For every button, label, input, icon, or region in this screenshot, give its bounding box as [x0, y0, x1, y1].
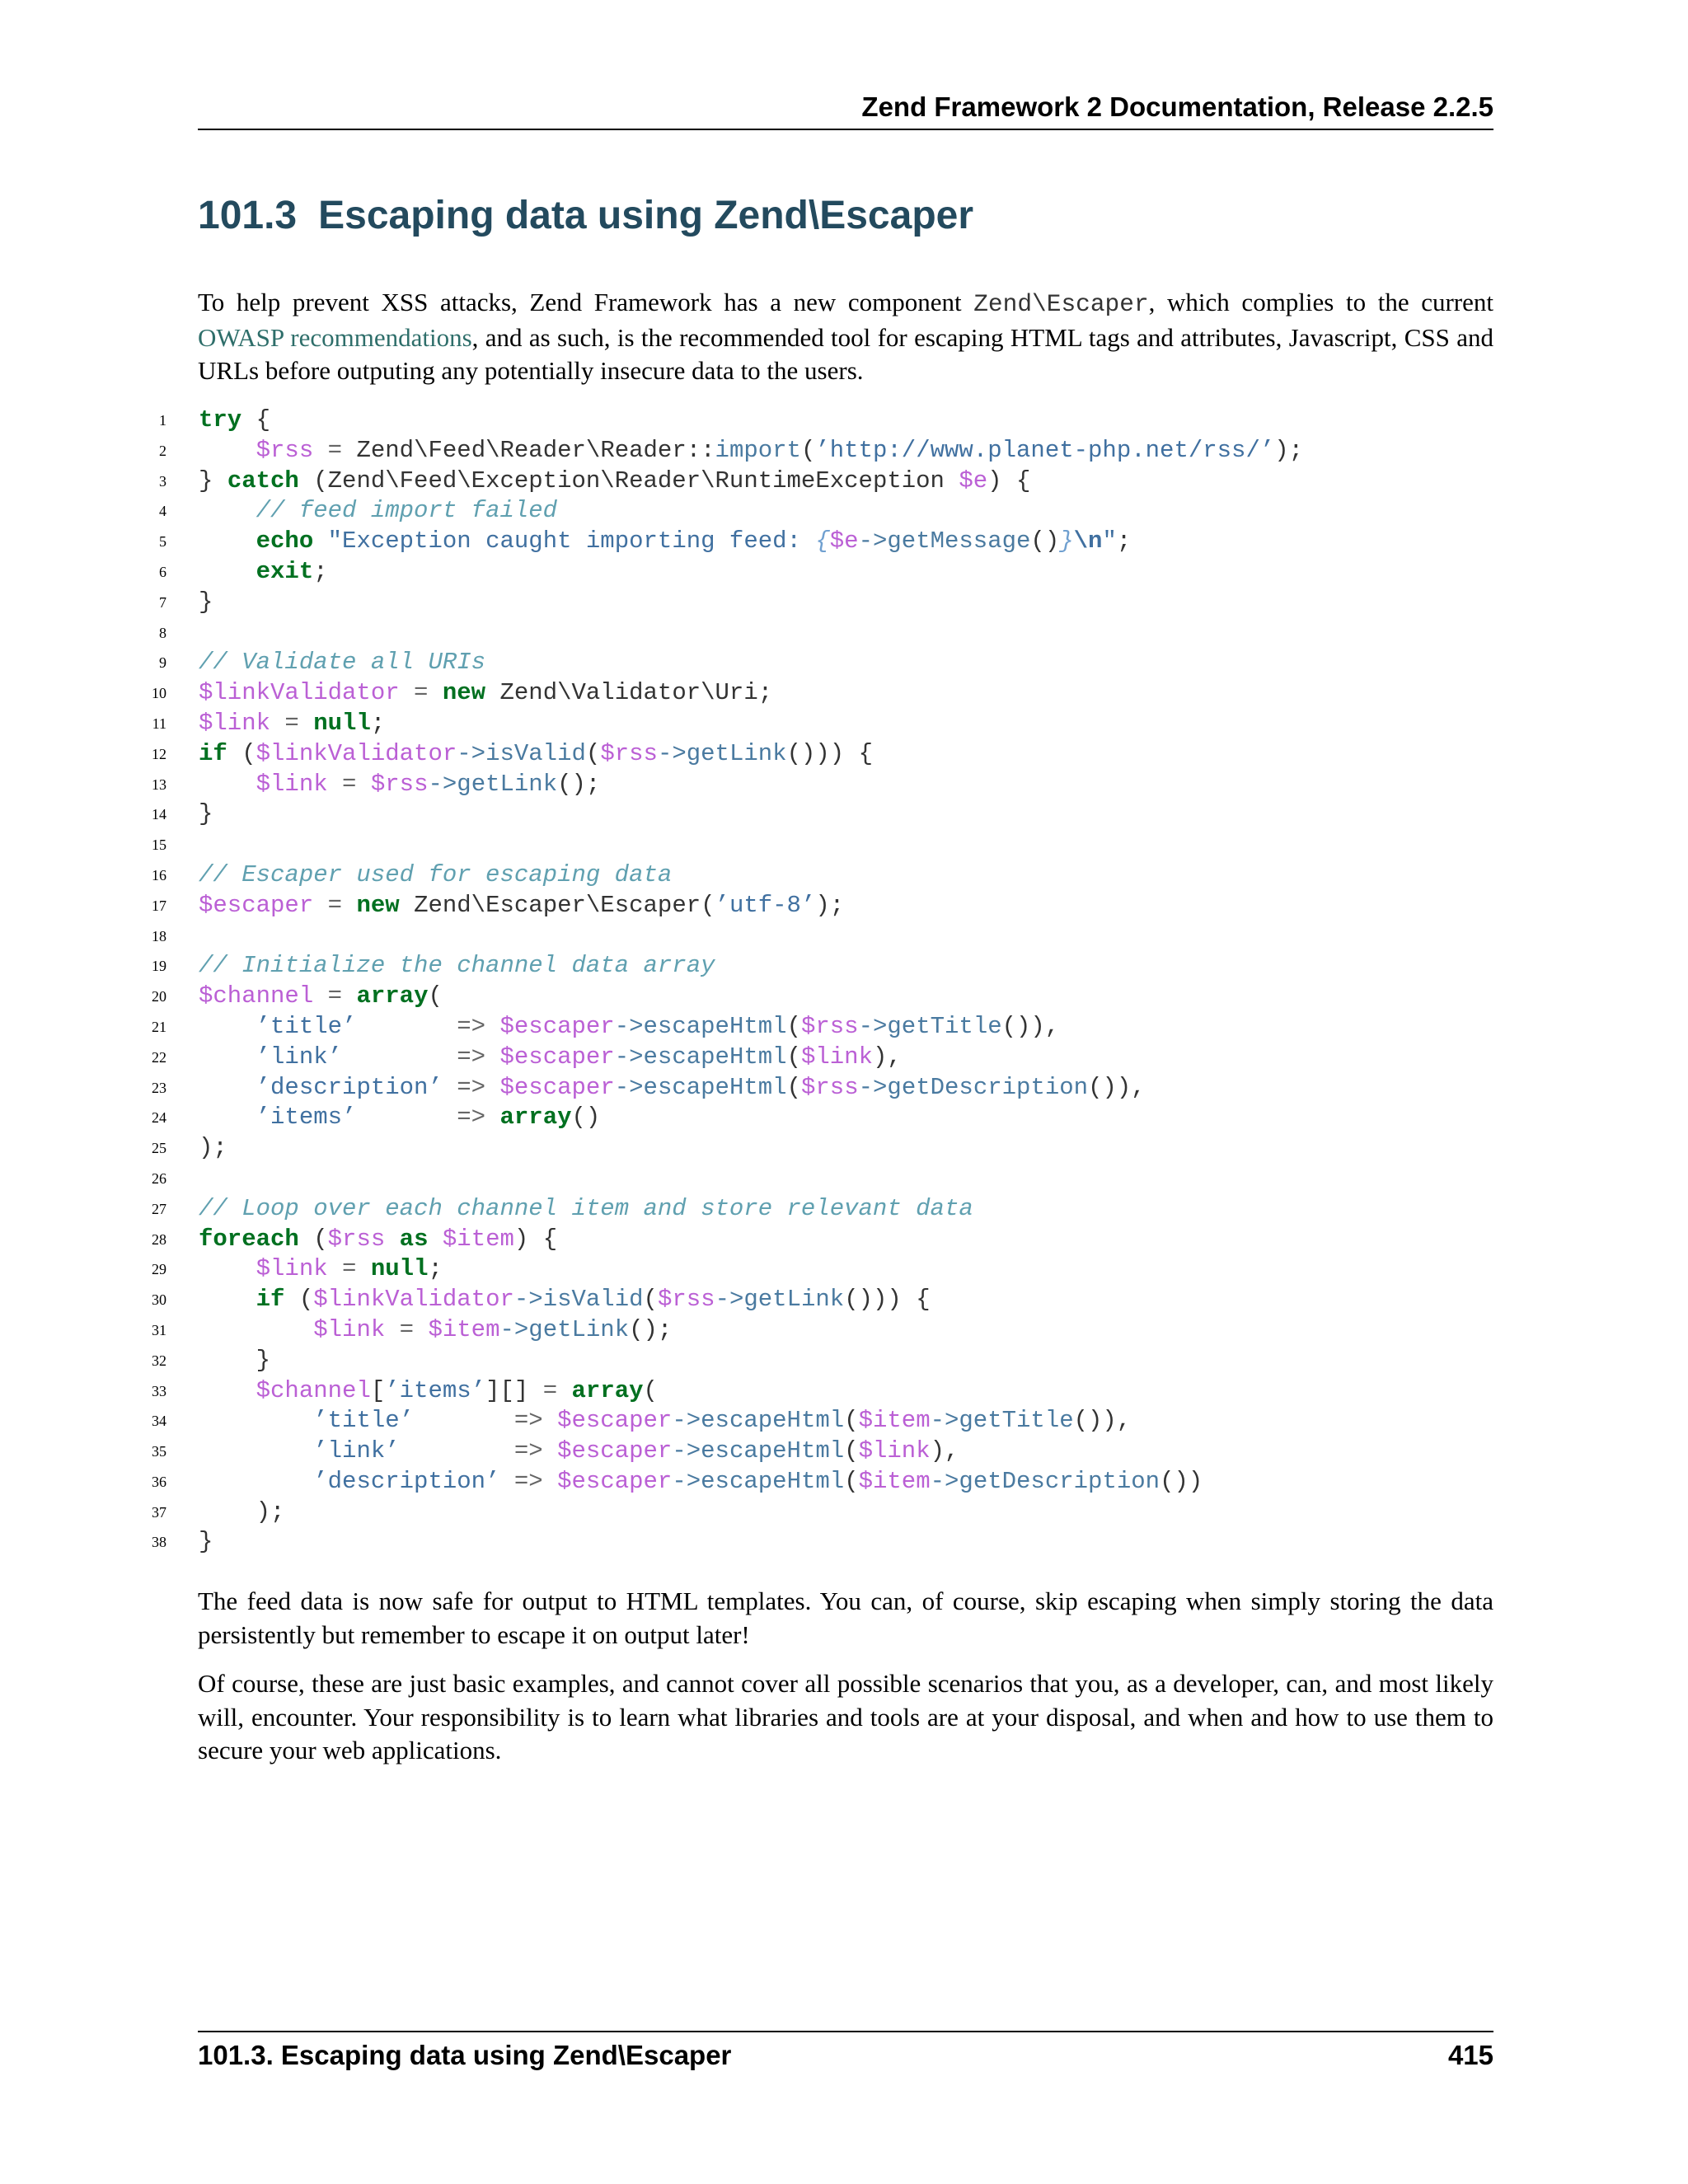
code-text: [199, 891, 844, 921]
line-number: 30: [152, 1291, 166, 1309]
code-text: [199, 1254, 443, 1285]
line-number: 17: [152, 897, 166, 914]
code-text: [199, 1376, 658, 1407]
code-line: [115, 1406, 1493, 1436]
code-token: ())) {: [844, 1286, 931, 1314]
code-token: $escaper: [557, 1407, 673, 1435]
line-number: 29: [152, 1261, 166, 1278]
code-line: [115, 678, 1493, 709]
code-token: foreach: [199, 1225, 299, 1253]
code-token: =: [270, 709, 314, 737]
code-token: $escaper: [557, 1467, 673, 1495]
line-number: 5: [159, 533, 166, 551]
line-number: 1: [159, 412, 166, 429]
code-token: ())) {: [786, 739, 873, 767]
code-line: [115, 1103, 1493, 1133]
intro-paragraph: [198, 286, 1493, 388]
code-line: [115, 405, 1493, 436]
line-number: 25: [152, 1140, 166, 1157]
code-token: $rss: [370, 770, 429, 798]
code-token: ->getLink: [715, 1286, 845, 1314]
code-line: [115, 1497, 1493, 1528]
line-number: 4: [159, 503, 166, 520]
code-token: (: [643, 1286, 658, 1314]
code-text: [199, 527, 1131, 557]
line-number: 11: [152, 715, 166, 732]
code-text: [199, 436, 1303, 466]
line-number: 24: [152, 1109, 166, 1127]
code-token: ->getTitle: [858, 1012, 1002, 1040]
code-token: ;: [313, 557, 328, 585]
line-number: 26: [152, 1169, 166, 1187]
code-text: [199, 496, 557, 527]
code-token: as: [399, 1225, 429, 1253]
code-text: [199, 982, 443, 1012]
line-number: 6: [159, 563, 166, 580]
code-token: (: [284, 1286, 314, 1314]
code-token: ’link’: [256, 1043, 343, 1071]
code-token: $link: [313, 1315, 386, 1343]
code-line: [115, 1436, 1493, 1467]
code-token: (: [844, 1437, 859, 1465]
code-text: [199, 588, 213, 618]
line-number: 34: [152, 1413, 166, 1430]
code-text: [199, 405, 270, 436]
inline-code-component: Zend\Escaper: [973, 290, 1149, 318]
code-token: $item: [442, 1225, 514, 1253]
code-token: (: [844, 1407, 859, 1435]
code-token: ’description’: [256, 1073, 443, 1101]
line-number: 19: [152, 958, 166, 975]
code-token: =>: [342, 1043, 500, 1071]
code-token: ’title’: [256, 1012, 357, 1040]
code-line: [115, 618, 1493, 649]
code-token: (: [786, 1043, 801, 1071]
code-text: [199, 1315, 672, 1346]
code-token: $escaper: [499, 1012, 615, 1040]
code-token: (: [643, 1376, 658, 1404]
code-line: [115, 557, 1493, 588]
code-token: [199, 527, 256, 555]
code-token: (: [428, 982, 443, 1010]
code-line: [115, 1073, 1493, 1104]
code-token: [199, 1043, 256, 1071]
code-text: [199, 1467, 1203, 1497]
code-token: ();: [557, 770, 601, 798]
code-token: ][]: [485, 1376, 529, 1404]
code-token: import: [715, 436, 801, 464]
code-token: $linkValidator: [199, 679, 400, 707]
code-token: [199, 1407, 313, 1434]
code-token: [199, 1468, 313, 1495]
code-token: ->escapeHtml: [672, 1437, 845, 1465]
line-number: 20: [152, 988, 166, 1005]
code-line: [115, 588, 1493, 618]
code-token: [199, 1316, 313, 1343]
code-token: ->getLink: [428, 770, 558, 798]
code-line: [115, 1012, 1493, 1043]
code-line: [115, 1133, 1493, 1164]
code-token: new: [442, 679, 486, 707]
code-token: [199, 437, 256, 464]
code-line: [115, 436, 1493, 466]
code-token: (: [227, 739, 256, 767]
code-token: (: [844, 1467, 859, 1495]
code-token: ->getDescription: [930, 1467, 1160, 1495]
code-text: [199, 770, 600, 800]
code-token: ->escapeHtml: [672, 1407, 845, 1435]
code-line: [115, 982, 1493, 1012]
code-line: [115, 648, 1493, 678]
code-token: =: [399, 679, 443, 707]
code-text: [199, 557, 328, 588]
code-token: $link: [199, 709, 271, 737]
line-number: 14: [152, 806, 166, 823]
code-token: null: [313, 709, 371, 737]
code-token: Zend\Feed\Reader\Reader::: [356, 436, 715, 464]
code-token: (: [786, 1012, 801, 1040]
code-token: ’title’: [313, 1407, 415, 1435]
line-number: 15: [152, 837, 166, 854]
running-header: [198, 91, 1493, 130]
code-token: ->escapeHtml: [614, 1012, 787, 1040]
intro-text-2: , which complies to the current: [1148, 288, 1493, 316]
code-token: $channel: [256, 1376, 371, 1404]
code-token: =: [327, 770, 371, 798]
code-token: null: [370, 1255, 429, 1283]
code-token: $e: [959, 466, 988, 494]
code-token: ()),: [1001, 1012, 1060, 1040]
code-line: [115, 527, 1493, 557]
code-line: [115, 799, 1493, 830]
code-token: ()),: [1073, 1407, 1132, 1435]
outro-paragraph-1: The feed data is now safe for output to HTML templates. You can, of course, skip escaping when simply storing the data persistently but remember to escape it on output later!: [198, 1586, 1493, 1649]
code-token: Zend\Escaper\Escaper(: [399, 891, 715, 919]
code-token: );: [199, 1497, 285, 1526]
code-token: ) {: [987, 466, 1031, 494]
line-number: 22: [152, 1048, 166, 1066]
code-token: =: [528, 1376, 572, 1404]
code-token: ()),: [1088, 1073, 1146, 1101]
code-token: =>: [414, 1407, 558, 1435]
section-title: [198, 191, 973, 241]
code-token: [: [370, 1376, 386, 1404]
code-token: ->getMessage: [858, 527, 1031, 555]
code-token: $link: [256, 1255, 328, 1283]
code-token: );: [815, 891, 845, 919]
section-title-text: Escaping data using Zend\Escaper: [318, 194, 974, 237]
code-text: [199, 678, 772, 709]
line-number: 7: [159, 593, 166, 611]
line-number: 38: [152, 1534, 166, 1551]
code-token: }: [1059, 527, 1074, 555]
code-token: (: [786, 1073, 801, 1101]
code-token: [199, 497, 256, 524]
code-token: [199, 1377, 256, 1404]
code-token: // Initialize the channel data array: [199, 952, 715, 980]
code-token: try: [199, 406, 242, 434]
code-line: [115, 1315, 1493, 1346]
code-line: [115, 770, 1493, 800]
code-token: ->escapeHtml: [672, 1467, 845, 1495]
code-token: }: [199, 800, 213, 828]
line-number: 12: [152, 745, 166, 762]
code-token: $rss: [800, 1073, 859, 1101]
line-number: 8: [159, 624, 166, 641]
code-token: (): [1030, 527, 1060, 555]
code-text: [199, 1012, 1059, 1043]
code-token: $item: [858, 1467, 931, 1495]
code-token: [199, 1104, 256, 1131]
section-number: 101.3: [198, 194, 298, 237]
code-token: $channel: [199, 982, 314, 1010]
code-token: ->isValid: [457, 739, 586, 767]
code-token: }: [199, 1346, 271, 1374]
code-text: [199, 1285, 931, 1315]
code-token: [199, 1437, 313, 1465]
code-line: [115, 466, 1493, 497]
code-token: =>: [356, 1104, 500, 1132]
code-token: (: [298, 1225, 328, 1253]
code-token: array: [571, 1376, 644, 1404]
code-line: [115, 951, 1493, 982]
code-text: [199, 466, 1030, 497]
line-number: 35: [152, 1443, 166, 1460]
code-token: "Exception caught importing feed:: [327, 527, 816, 555]
code-line: [115, 709, 1493, 739]
code-token: array: [499, 1104, 572, 1132]
code-token: $escaper: [199, 891, 314, 919]
intro-text-3: , and as such, is the recommended tool for escaping HTML tags and attributes, Javascript, CSS and URLs before outputing any potentially insecure data to the users.: [198, 322, 1493, 385]
code-token: exit: [256, 557, 314, 585]
code-token: ->escapeHtml: [614, 1043, 787, 1071]
code-text: [199, 799, 213, 830]
code-token: catch: [227, 466, 299, 494]
code-token: {: [815, 527, 830, 555]
code-token: // Loop over each channel item and store relevant data: [199, 1194, 973, 1222]
code-text: [199, 1043, 902, 1073]
code-text: [199, 1527, 213, 1558]
outro-paragraph-2: Of course, these are just basic examples, and cannot cover all possible scenarios that you, as a developer, can, and most likely will, encounter. Your responsibility is to learn what libraries and tools are at your disposal, and when and how to use them to secure your web applications.: [198, 1669, 1493, 1765]
code-token: $rss: [600, 739, 658, 767]
line-number: 10: [152, 685, 166, 702]
code-token: $link: [858, 1437, 931, 1465]
code-line: [115, 1467, 1493, 1497]
code-line: [115, 1225, 1493, 1255]
code-token: array: [356, 982, 429, 1010]
intro-text-1: To help prevent XSS attacks, Zend Framework has a new component: [198, 288, 974, 316]
code-token: $rss: [256, 436, 314, 464]
code-token: [199, 1286, 256, 1313]
code-token: ’utf-8’: [715, 891, 816, 919]
line-number: 27: [152, 1200, 166, 1217]
code-line: [115, 1254, 1493, 1285]
code-token: $rss: [657, 1286, 715, 1314]
code-token: [199, 771, 256, 798]
code-line: [115, 921, 1493, 952]
code-line: [115, 860, 1493, 891]
code-text: [199, 739, 873, 770]
code-token: ;: [1116, 527, 1132, 555]
line-number: 2: [159, 442, 166, 459]
code-token: ": [1102, 527, 1117, 555]
code-line: [115, 1527, 1493, 1558]
code-token: $rss: [800, 1012, 859, 1040]
code-token: [199, 1074, 256, 1101]
code-token: $link: [800, 1043, 873, 1071]
code-text: [199, 860, 672, 891]
code-token: [428, 1226, 442, 1253]
code-token: [385, 1226, 399, 1253]
code-token: {: [241, 406, 271, 434]
code-token: ) {: [513, 1225, 558, 1253]
code-token: =>: [499, 1467, 558, 1495]
code-token: $escaper: [499, 1073, 615, 1101]
code-token: ->isValid: [513, 1286, 644, 1314]
code-token: [199, 558, 256, 585]
code-token: ),: [930, 1437, 959, 1465]
code-token: // feed import failed: [256, 497, 558, 525]
code-token: );: [1274, 436, 1304, 464]
running-footer: [198, 2031, 1493, 2072]
code-token: [199, 1255, 256, 1282]
code-token: );: [199, 1134, 227, 1162]
code-token: ->getTitle: [930, 1407, 1074, 1435]
code-token: ),: [872, 1043, 902, 1071]
code-token: (: [800, 436, 816, 464]
code-token: }: [199, 588, 213, 616]
code-token: $e: [829, 527, 859, 555]
code-token: =>: [442, 1073, 500, 1101]
code-text: [199, 1406, 1131, 1436]
code-token: (: [585, 739, 601, 767]
code-token: echo: [256, 527, 314, 555]
code-token: ->getLink: [499, 1315, 630, 1343]
line-number: 23: [152, 1079, 166, 1096]
code-text: [199, 1194, 973, 1225]
code-token: ()): [1160, 1467, 1203, 1495]
line-number: 13: [152, 776, 166, 793]
code-token: (Zend\Feed\Exception\Reader\RuntimeException: [298, 466, 959, 494]
code-token: ;: [428, 1255, 443, 1283]
line-number: 33: [152, 1382, 166, 1399]
line-number: 31: [152, 1321, 166, 1338]
code-token: $item: [858, 1407, 931, 1435]
code-token: // Validate all URIs: [199, 649, 486, 677]
code-line: [115, 1164, 1493, 1194]
code-token: =: [313, 982, 357, 1010]
running-header-title: Zend Framework 2 Documentation, Release 2.2.5: [861, 91, 1493, 122]
line-number: 16: [152, 866, 166, 883]
code-token: ->getDescription: [858, 1073, 1089, 1101]
code-line: [115, 1346, 1493, 1376]
code-token: ’items’: [385, 1376, 486, 1404]
code-line: [115, 1194, 1493, 1225]
line-number: 21: [152, 1018, 166, 1035]
code-text: [199, 1436, 959, 1467]
code-token: $link: [256, 770, 328, 798]
code-token: new: [356, 891, 400, 919]
code-token: }: [199, 1528, 213, 1556]
line-number: 32: [152, 1352, 166, 1369]
code-text: [199, 1133, 227, 1164]
line-number: 9: [159, 654, 166, 672]
code-text: [199, 1346, 270, 1376]
page-number: 415: [1447, 2040, 1493, 2070]
code-token: if: [199, 739, 227, 767]
owasp-link[interactable]: OWASP recommendations: [198, 322, 472, 352]
code-token: =: [327, 1255, 371, 1283]
code-token: ’link’: [313, 1437, 400, 1465]
code-token: $rss: [327, 1225, 386, 1253]
code-token: $escaper: [557, 1437, 673, 1465]
code-token: (): [571, 1104, 601, 1132]
code-token: $item: [428, 1315, 500, 1343]
code-token: ’http://www.planet-php.net/rss/’: [815, 436, 1275, 464]
code-token: $linkValidator: [313, 1286, 514, 1314]
code-line: [115, 1376, 1493, 1407]
code-token: =: [385, 1315, 429, 1343]
code-token: Zend\Validator\Uri;: [485, 679, 773, 707]
code-token: [199, 1013, 256, 1040]
code-token: ();: [629, 1315, 673, 1343]
code-token: =>: [356, 1012, 500, 1040]
line-number: 36: [152, 1473, 166, 1490]
line-number: 18: [152, 927, 166, 944]
code-token: ’description’: [313, 1467, 500, 1495]
code-line: [115, 830, 1493, 860]
code-text: [199, 648, 485, 678]
code-text: [199, 1225, 557, 1255]
code-token: =: [313, 436, 357, 464]
code-token: \n: [1073, 527, 1103, 555]
code-text: [199, 709, 385, 739]
code-text: [199, 1497, 284, 1528]
code-token: ->escapeHtml: [614, 1073, 787, 1101]
line-number: 28: [152, 1230, 166, 1248]
code-token: ->getLink: [657, 739, 787, 767]
code-line: [115, 1043, 1493, 1073]
code-text: [199, 1073, 1146, 1104]
code-token: $escaper: [499, 1043, 615, 1071]
code-token: if: [256, 1286, 285, 1314]
code-line: [115, 891, 1493, 921]
code-token: }: [199, 466, 227, 494]
code-line: [115, 496, 1493, 527]
line-number: 3: [159, 472, 166, 490]
code-token: ’items’: [256, 1104, 357, 1132]
code-token: $linkValidator: [256, 739, 457, 767]
code-token: ;: [370, 709, 386, 737]
code-token: =>: [399, 1437, 558, 1465]
code-token: [313, 527, 327, 555]
footer-section-label: 101.3. Escaping data using Zend\Escaper: [198, 2040, 732, 2070]
code-token: // Escaper used for escaping data: [199, 860, 673, 888]
line-number: 37: [152, 1503, 166, 1521]
code-token: =: [313, 891, 357, 919]
code-line: [115, 1285, 1493, 1315]
code-block: [115, 405, 1493, 1558]
code-text: [199, 951, 715, 982]
code-text: [199, 1103, 600, 1133]
code-line: [115, 739, 1493, 770]
